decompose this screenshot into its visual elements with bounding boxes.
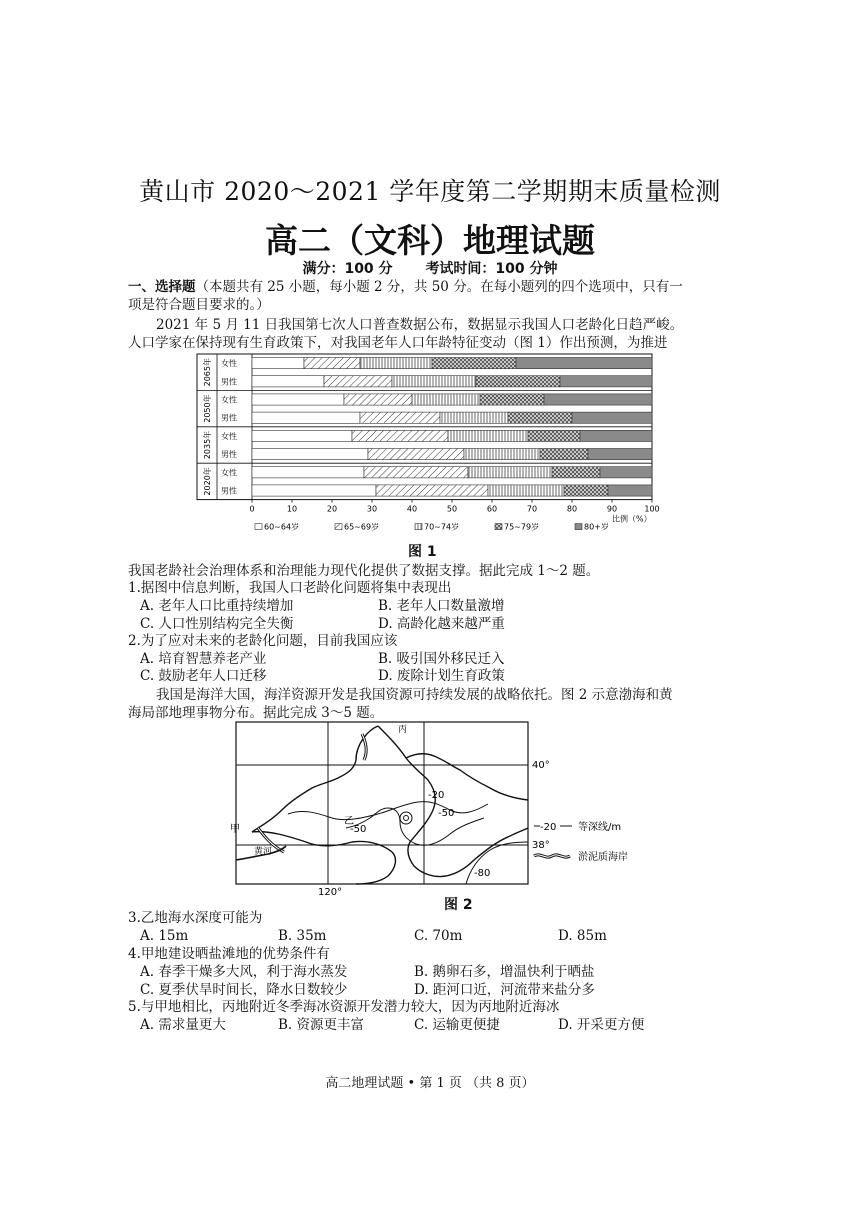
label-bing: 丙 <box>398 725 408 735</box>
chart-bar-segment <box>364 467 468 478</box>
chart-legend-label: 70~74岁 <box>424 522 460 532</box>
chart-year-label: 2065年 <box>203 358 212 387</box>
section-instructions-2: 项是符合题目要求的。） <box>128 297 270 313</box>
chart-row-label: 男性 <box>221 413 237 423</box>
legend-contour-sample: -20 <box>540 822 557 833</box>
q5-option-d: D. 开采更方便 <box>558 1017 645 1033</box>
chart-bar-segment <box>608 485 652 496</box>
chart-bar-segment <box>572 412 652 423</box>
q5-option-a: A. 需求量更大 <box>140 1017 226 1033</box>
q4-stem: 4.甲地建设晒盐滩地的优势条件有 <box>128 946 330 962</box>
chart-x-tick-label: 90 <box>606 504 618 514</box>
exam-meta <box>0 258 860 278</box>
chart-bar-segment <box>324 376 392 387</box>
chart-row-label: 女性 <box>221 359 237 369</box>
chart-x-axis-label: 比例（%） <box>612 514 652 524</box>
label-lat40: 40° <box>532 760 550 771</box>
q1-option-b: B. 老年人口数量激增 <box>378 598 505 614</box>
chart-row-label: 男性 <box>221 377 237 387</box>
chart-legend-label: 65~69岁 <box>344 522 380 532</box>
chart-bar-segment <box>392 376 476 387</box>
chart-year-label: 2020年 <box>203 467 212 496</box>
chart-legend-label: 80+岁 <box>584 522 609 532</box>
legend-mud-label: 淤泥质海岸 <box>578 852 628 863</box>
chart-row-label: 男性 <box>221 486 237 496</box>
q4-option-b: B. 鹅卵石多，增温快利于晒盐 <box>414 964 595 980</box>
chart-bar-segment <box>564 485 608 496</box>
exam-time: 考试时间：100 分钟 <box>425 261 558 277</box>
q5-stem: 5.与甲地相比，丙地附近冬季海冰资源开发潜力较大，因为丙地附近海冰 <box>128 999 560 1015</box>
chart-bar-segment <box>448 430 528 441</box>
chart-bar-segment <box>352 430 448 441</box>
q5-option-b: B. 资源更丰富 <box>278 1017 365 1033</box>
chart-bar-segment <box>252 449 368 460</box>
label-c50b: -50 <box>350 824 367 835</box>
q2-option-d: D. 废除计划生育政策 <box>378 668 505 684</box>
chart-bar-segment <box>344 394 412 405</box>
q5-option-c: C. 运输更便捷 <box>414 1017 500 1033</box>
chart-legend-swatch <box>255 524 262 530</box>
label-huanghe: 黄河 <box>254 847 273 857</box>
q3-option-c: C. 70m <box>414 928 463 944</box>
q2-option-b: B. 吸引国外移民迁入 <box>378 651 505 667</box>
chart-bar-segment <box>252 358 304 369</box>
chart-legend-swatch <box>575 524 582 530</box>
chart-bar-segment <box>432 358 516 369</box>
chart-bar-segment <box>252 412 360 423</box>
chart-bar-segment <box>552 467 600 478</box>
chart-legend-label: 60~64岁 <box>264 522 300 532</box>
chart-bar-segment <box>304 358 360 369</box>
chart-x-tick-label: 20 <box>326 504 338 514</box>
chart-x-tick-label: 0 <box>249 504 255 514</box>
chart-x-tick-label: 40 <box>406 504 418 514</box>
label-lon120: 120° <box>318 887 343 896</box>
chart-row-label: 女性 <box>221 468 237 478</box>
label-yi: 乙 <box>344 816 354 827</box>
intro2-line2: 海局部地理事物分布。据此完成 3～5 题。 <box>128 705 384 721</box>
chart-bar-segment <box>488 485 564 496</box>
chart-bar-segment <box>252 467 364 478</box>
chart-x-tick-label: 30 <box>366 504 378 514</box>
intro1-line2: 人口学家在保持现有生育政策下，对我国老年人口年龄特征变动（图 1）作出预测，为推进 <box>128 335 668 351</box>
figure1-caption: 图 1 <box>408 544 437 560</box>
q3-option-a: A. 15m <box>140 928 189 944</box>
q1-option-a: A. 老年人口比重持续增加 <box>140 598 294 614</box>
chart-year-label: 2050年 <box>203 394 212 423</box>
intro1-line1: 2021 年 5 月 11 日我国第七次人口普查数据公布，数据显示我国人口老龄化日趋严峻。 <box>156 317 684 333</box>
q4-option-c: C. 夏季伏旱时间长，降水日数较少 <box>140 982 348 998</box>
chart-bar-segment <box>440 412 508 423</box>
chart-bar-segment <box>464 449 540 460</box>
chart-x-tick-label: 80 <box>566 504 578 514</box>
label-c20: -20 <box>428 790 445 801</box>
q3-option-d: D. 85m <box>558 928 607 944</box>
chart-bar-segment <box>560 376 652 387</box>
intro1-line3: 我国老龄社会治理体系和治理能力现代化提供了数据支撑。据此完成 1～2 题。 <box>128 563 600 579</box>
chart-row-label: 女性 <box>221 395 237 405</box>
section-heading: 一、选择题 <box>128 279 196 295</box>
q3-stem: 3.乙地海水深度可能为 <box>128 910 263 926</box>
q2-option-a: A. 培育智慧养老产业 <box>140 651 267 667</box>
exam-subtitle: 高二（文科）地理试题 <box>265 221 595 260</box>
chart-bar-segment <box>376 485 488 496</box>
q2-stem: 2.为了应对未来的老龄化问题，目前我国应该 <box>128 633 398 649</box>
chart-bar-segment <box>540 449 588 460</box>
figure2-map <box>228 718 648 896</box>
chart-x-tick-label: 70 <box>526 504 538 514</box>
page-footer: 高二地理试题 • 第 1 页 （共 8 页） <box>325 1076 535 1091</box>
chart-bar-segment <box>476 376 560 387</box>
chart-x-tick-label: 100 <box>644 504 660 514</box>
chart-bar-segment <box>580 430 652 441</box>
section-instructions <box>128 278 738 296</box>
q1-option-d: D. 高龄化越来越严重 <box>378 616 505 632</box>
chart-bar-segment <box>468 467 552 478</box>
chart-bar-segment <box>368 449 464 460</box>
intro2-line1: 我国是海洋大国，海洋资源开发是我国资源可持续发展的战略依托。图 2 示意渤海和黄 <box>156 687 673 703</box>
q4-option-d: D. 距河口近，河流带来盐分多 <box>414 982 595 998</box>
label-c50a: -50 <box>438 808 455 819</box>
chart-legend-swatch <box>415 524 422 530</box>
chart-bar-segment <box>360 412 440 423</box>
chart-legend-label: 75~79岁 <box>504 522 540 532</box>
chart-bar-segment <box>516 358 652 369</box>
chart-bar-segment <box>588 449 652 460</box>
full-score: 满分：100 分 <box>302 261 393 277</box>
label-c80: -80 <box>474 868 491 879</box>
q1-stem: 1.据图中信息判断，我国人口老龄化问题将集中表现出 <box>128 580 452 596</box>
chart-bar-segment <box>252 430 352 441</box>
chart-x-tick-label: 50 <box>446 504 458 514</box>
chart-bar-segment <box>252 394 344 405</box>
chart-bar-segment <box>480 394 544 405</box>
chart-bar-segment <box>600 467 652 478</box>
chart-legend-swatch <box>495 524 502 530</box>
chart-bar-segment <box>252 376 324 387</box>
chart-bar-segment <box>544 394 652 405</box>
chart-bar-segment <box>412 394 480 405</box>
chart-row-label: 女性 <box>221 431 237 441</box>
chart-bar-segment <box>360 358 432 369</box>
q1-option-c: C. 人口性别结构完全失衡 <box>140 616 294 632</box>
label-lat38: 38° <box>532 840 550 851</box>
figure1-chart <box>195 350 675 535</box>
section-instructions-text: （本题共有 25 小题，每小题 2 分，共 50 分。在每小题列的四个选项中，只有一 <box>195 279 683 295</box>
chart-x-tick-label: 60 <box>486 504 498 514</box>
chart-x-tick-label: 10 <box>286 504 298 514</box>
q3-option-b: B. 35m <box>278 928 327 944</box>
chart-row-label: 男性 <box>221 450 237 460</box>
exam-title: 黄山市 2020～2021 学年度第二学期期末质量检测 <box>139 177 721 206</box>
q2-option-c: C. 鼓励老年人口迁移 <box>140 668 267 684</box>
map-frame <box>236 722 528 884</box>
chart-year-label: 2035年 <box>203 430 212 460</box>
chart-legend-swatch <box>335 524 342 530</box>
q4-option-a: A. 春季干燥多大风，利于海水蒸发 <box>140 964 348 980</box>
label-jia: 甲 <box>230 824 240 835</box>
chart-bar-segment <box>508 412 572 423</box>
chart-bar-segment <box>252 485 376 496</box>
legend-contour-label: 等深线/m <box>578 822 622 833</box>
figure2-caption: 图 2 <box>444 897 473 913</box>
chart-bar-segment <box>528 430 580 441</box>
